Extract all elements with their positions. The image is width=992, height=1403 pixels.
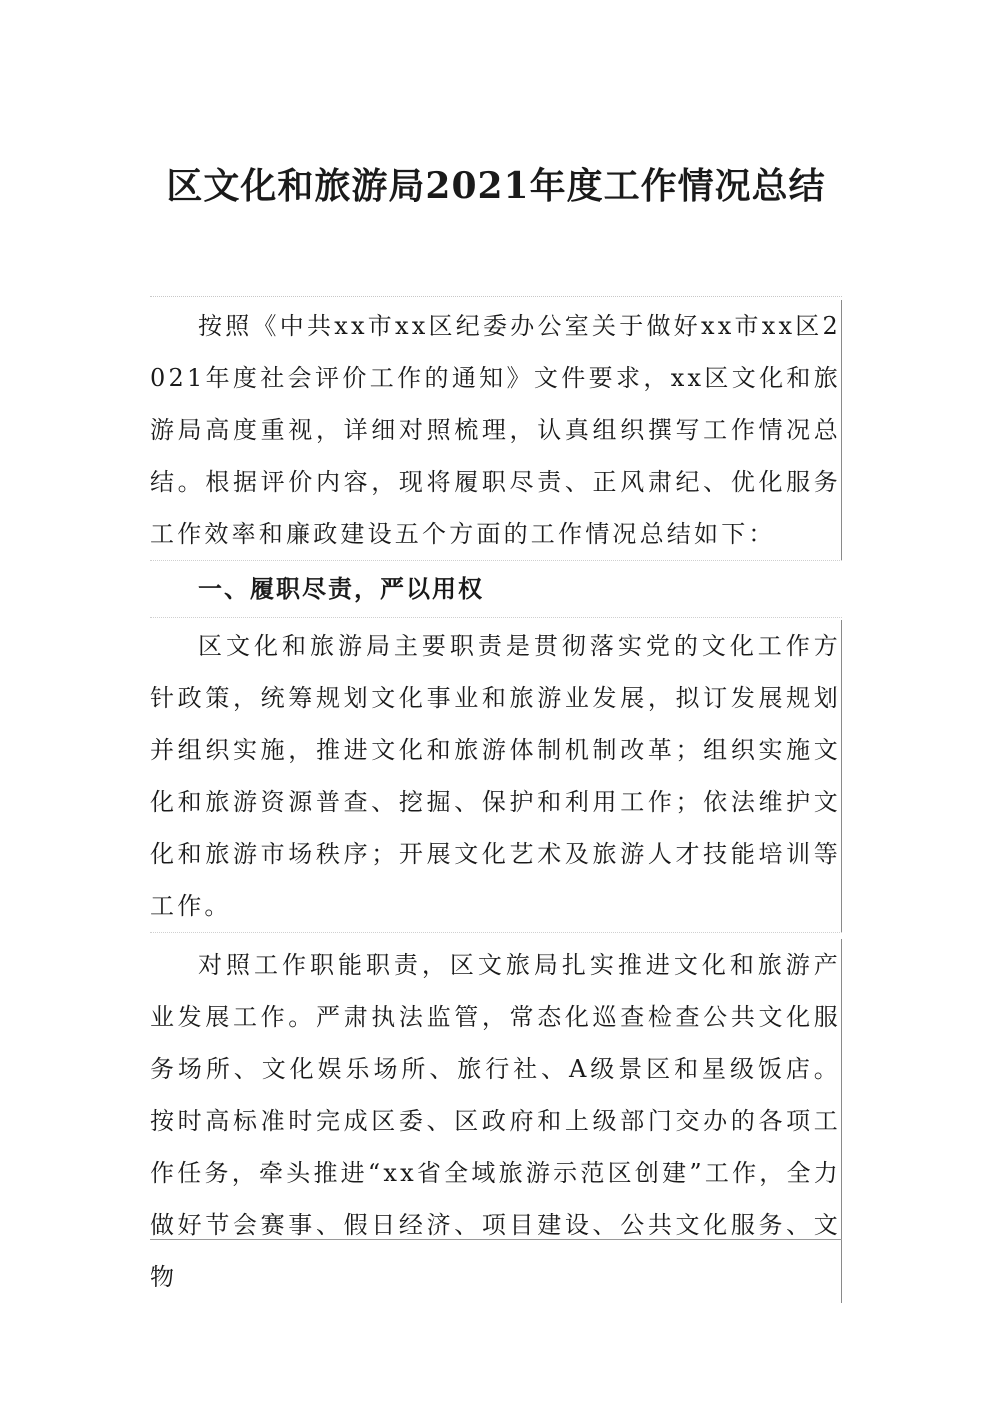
duties-paragraph: 区文化和旅游局主要职责是贯彻落实党的文化工作方针政策，统筹规划文化事业和旅游业发展，拟订发展规划并组织实施，推进文化和旅游体制机制改革；组织实施文化和旅游资源普查、挖掘、保护和利用工作；依法维护文化和旅游市场秩序；开展文化艺术及旅游人才技能培训等工作。 xyxy=(150,620,842,932)
work-paragraph: 对照工作职能职责，区文旅局扎实推进文化和旅游产业发展工作。严肃执法监管，常态化巡查检查公共文化服务场所、文化娱乐场所、旅行社、A级景区和星级饭店。按时高标准时完成区委、区政府和上级部门交办的各项工作任务，牵头推进“xx省全域旅游示范区创建”工作，全力做好节会赛事、假日经济、项目建设、公共文化服务、文物 xyxy=(150,939,842,1303)
frame-top-border xyxy=(150,296,842,297)
intro-paragraph: 按照《中共xx市xx区纪委办公室关于做好xx市xx区2021年度社会评价工作的通知》文件要求，xx区文化和旅游局高度重视，详细对照梳理，认真组织撰写工作情况总结。根据评价内容，现将履职尽责、正风肃纪、优化服务工作效率和廉政建设五个方面的工作情况总结如下： xyxy=(150,300,842,560)
frame-bottom-border xyxy=(150,1239,842,1240)
document-title: 区文化和旅游局2021年度工作情况总结 xyxy=(166,165,826,207)
section-heading-1: 一、履职尽责，严以用权 xyxy=(198,575,484,603)
text-frame xyxy=(150,296,842,1291)
